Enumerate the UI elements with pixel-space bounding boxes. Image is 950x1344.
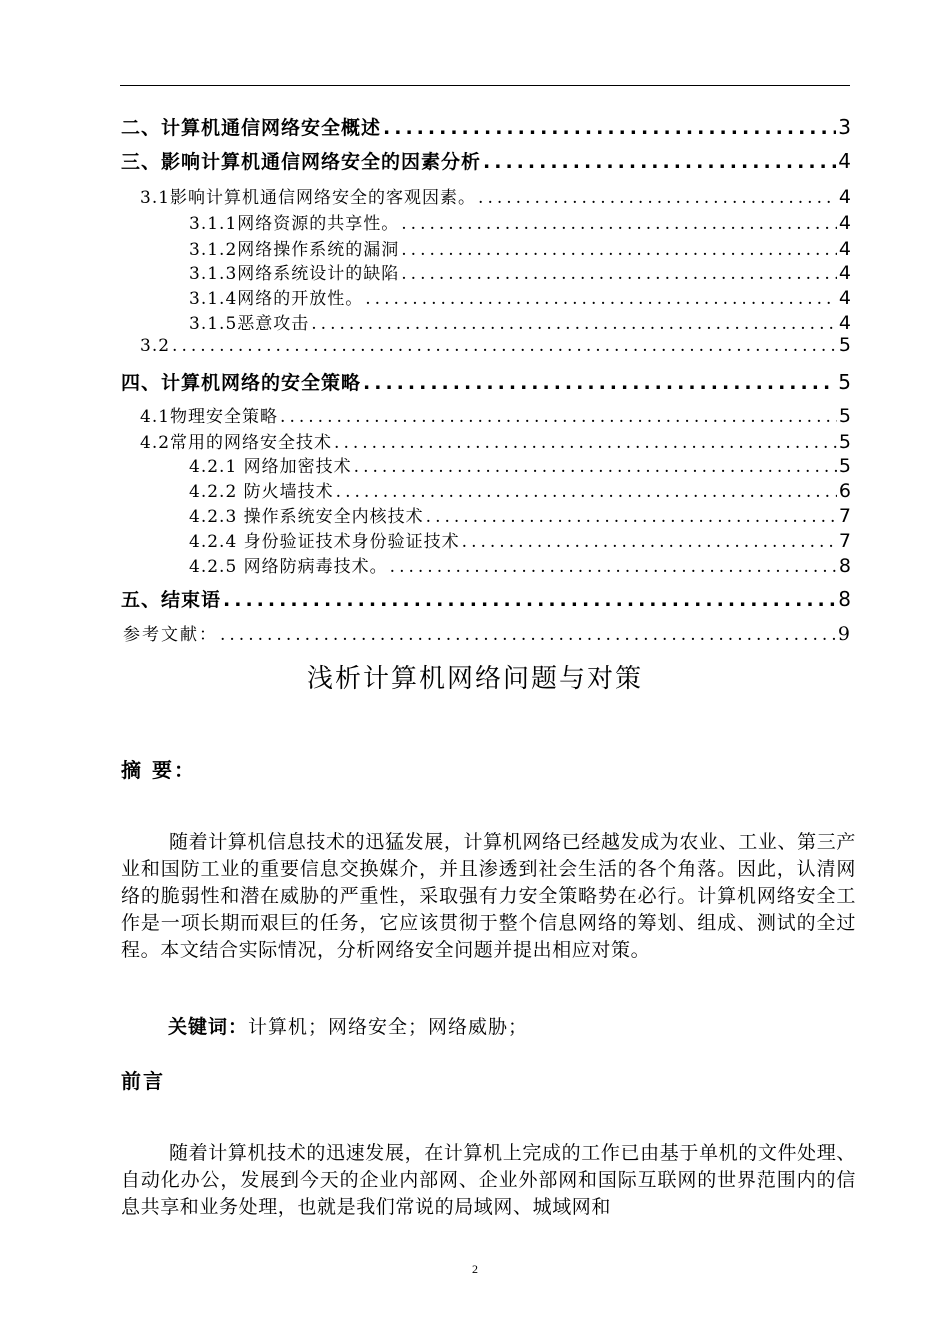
toc-entry-label: 五、结束语 [121, 589, 222, 611]
toc-entry-label: 4.2常用的网络安全技术 [140, 433, 333, 453]
toc-entry-page: 7 [838, 505, 852, 527]
toc-leader-dots [401, 264, 837, 284]
keywords-label: 关键词： [168, 1016, 249, 1038]
toc-leader-dots [311, 314, 837, 334]
toc-leader-dots [354, 457, 837, 477]
toc-entry-page: 4 [838, 312, 852, 334]
preface-paragraph [121, 1140, 856, 1221]
document-title: 浅析计算机网络问题与对策 [306, 664, 643, 694]
toc-entry-page: 8 [838, 555, 852, 577]
toc-entry-page: 4 [838, 186, 852, 208]
toc-entry[interactable] [189, 235, 852, 260]
toc-entry-label: 4.1物理安全策略 [140, 407, 279, 427]
toc-leader-dots [483, 151, 836, 173]
toc-entry[interactable] [189, 209, 852, 234]
toc-entry[interactable] [121, 368, 852, 395]
toc-entry-label: 3.1影响计算机通信网络安全的客观因素。 [140, 188, 477, 208]
toc-entry-page: 4 [838, 238, 852, 260]
preface-heading: 前言 [121, 1069, 165, 1093]
toc-leader-dots [401, 214, 837, 234]
keywords-line [168, 1012, 528, 1039]
toc-entry-label: 4.2.3 操作系统安全内核技术 [189, 507, 424, 527]
toc-entry-label: 3.1.5恶意攻击 [189, 314, 310, 334]
toc-entry-page: 5 [838, 334, 852, 356]
abstract-text: 随着计算机信息技术的迅猛发展，计算机网络已经越发成为农业、工业、第三产业和国防工业的重要信息交换媒介，并且渗透到社会生活的各个角落。因此，认清网络的脆弱性和潜在威胁的严重性，采取强有力安全策略势在必行。计算机网络安全工作是一项长期而艰巨的任务，它应该贯彻于整个信息网络的筹划、组成、测试的全过程。本文结合实际情况，分析网络安全问题并提出相应对策。 [121, 831, 856, 961]
toc-entry-page: 5 [838, 455, 852, 477]
toc-leader-dots [336, 482, 837, 502]
toc-entry-label: 3.1.1网络资源的共享性。 [189, 214, 400, 234]
toc-leader-dots [223, 589, 836, 611]
abstract-paragraph [121, 829, 856, 964]
toc-entry[interactable] [189, 477, 852, 502]
abstract-heading: 摘 要： [121, 758, 196, 782]
toc-leader-dots [220, 625, 836, 645]
toc-leader-dots [365, 289, 837, 309]
toc-entry-label: 3.1.4网络的开放性。 [189, 289, 364, 309]
toc-entry-page: 9 [837, 623, 852, 645]
toc-entry[interactable] [140, 428, 852, 453]
toc-entry-page: 6 [838, 480, 852, 502]
toc-entry-label: 4.2.2 防火墙技术 [189, 482, 334, 502]
toc-entry[interactable] [121, 585, 852, 612]
toc-entry[interactable] [189, 284, 852, 309]
toc-entry-label: 3.1.2网络操作系统的漏洞 [189, 240, 400, 260]
toc-entry-page: 5 [838, 370, 852, 394]
toc-entry[interactable] [189, 502, 852, 527]
toc-entry-label: 三、影响计算机通信网络安全的因素分析 [121, 151, 482, 173]
toc-leader-dots [383, 117, 836, 139]
toc-entry[interactable] [140, 334, 852, 356]
toc-entry-label: 4.2.5 网络防病毒技术。 [189, 557, 388, 577]
toc-entry-page: 4 [838, 262, 852, 284]
toc-leader-dots [401, 240, 837, 260]
toc-leader-dots [172, 336, 837, 356]
toc-entry[interactable] [140, 183, 852, 208]
preface-text: 随着计算机技术的迅速发展，在计算机上完成的工作已由基于单机的文件处理、自动化办公，发展到今天的企业内部网、企业外部网和国际互联网的世界范围内的信息共享和业务处理，也就是我们常说的局域网、城域网和 [121, 1142, 856, 1218]
toc-entry[interactable] [121, 113, 852, 140]
keywords-value: 计算机；网络安全；网络威胁； [248, 1016, 529, 1038]
toc-leader-dots [280, 407, 837, 427]
toc-entry-label: 四、计算机网络的安全策略 [121, 372, 362, 394]
toc-entry[interactable] [189, 552, 852, 577]
toc-entry-label: 二、计算机通信网络安全概述 [121, 117, 382, 139]
toc-leader-dots [363, 372, 836, 394]
toc-entry-label: 3.1.3网络系统设计的缺陷 [189, 264, 400, 284]
page-number: 2 [472, 1262, 478, 1276]
header-rule [120, 85, 850, 86]
toc-entry-label: 3.2 [140, 336, 171, 356]
toc-entry-label: 4.2.1 网络加密技术 [189, 457, 352, 477]
toc-entry[interactable] [121, 147, 852, 174]
toc-leader-dots [390, 557, 837, 577]
toc-entry-page: 4 [838, 212, 852, 234]
toc-entry[interactable] [189, 259, 852, 284]
toc-leader-dots [462, 532, 837, 552]
toc-entry-page: 7 [838, 530, 852, 552]
toc-entry-label: 4.2.4 身份验证技术身份验证技术 [189, 532, 460, 552]
toc-entry[interactable] [189, 452, 852, 477]
toc-entry[interactable] [123, 620, 852, 645]
toc-entry-page: 5 [838, 431, 852, 453]
toc-entry-page: 5 [838, 405, 852, 427]
toc-leader-dots [478, 188, 837, 208]
toc-leader-dots [426, 507, 837, 527]
toc-entry[interactable] [140, 402, 852, 427]
toc-entry-label: 参考文献： [123, 625, 218, 645]
toc-entry-page: 4 [838, 149, 852, 173]
toc-entry[interactable] [189, 309, 852, 334]
toc-entry-page: 3 [838, 115, 852, 139]
toc-entry-page: 8 [838, 587, 852, 611]
toc-leader-dots [334, 433, 837, 453]
toc-entry-page: 4 [838, 287, 852, 309]
toc-entry[interactable] [189, 527, 852, 552]
